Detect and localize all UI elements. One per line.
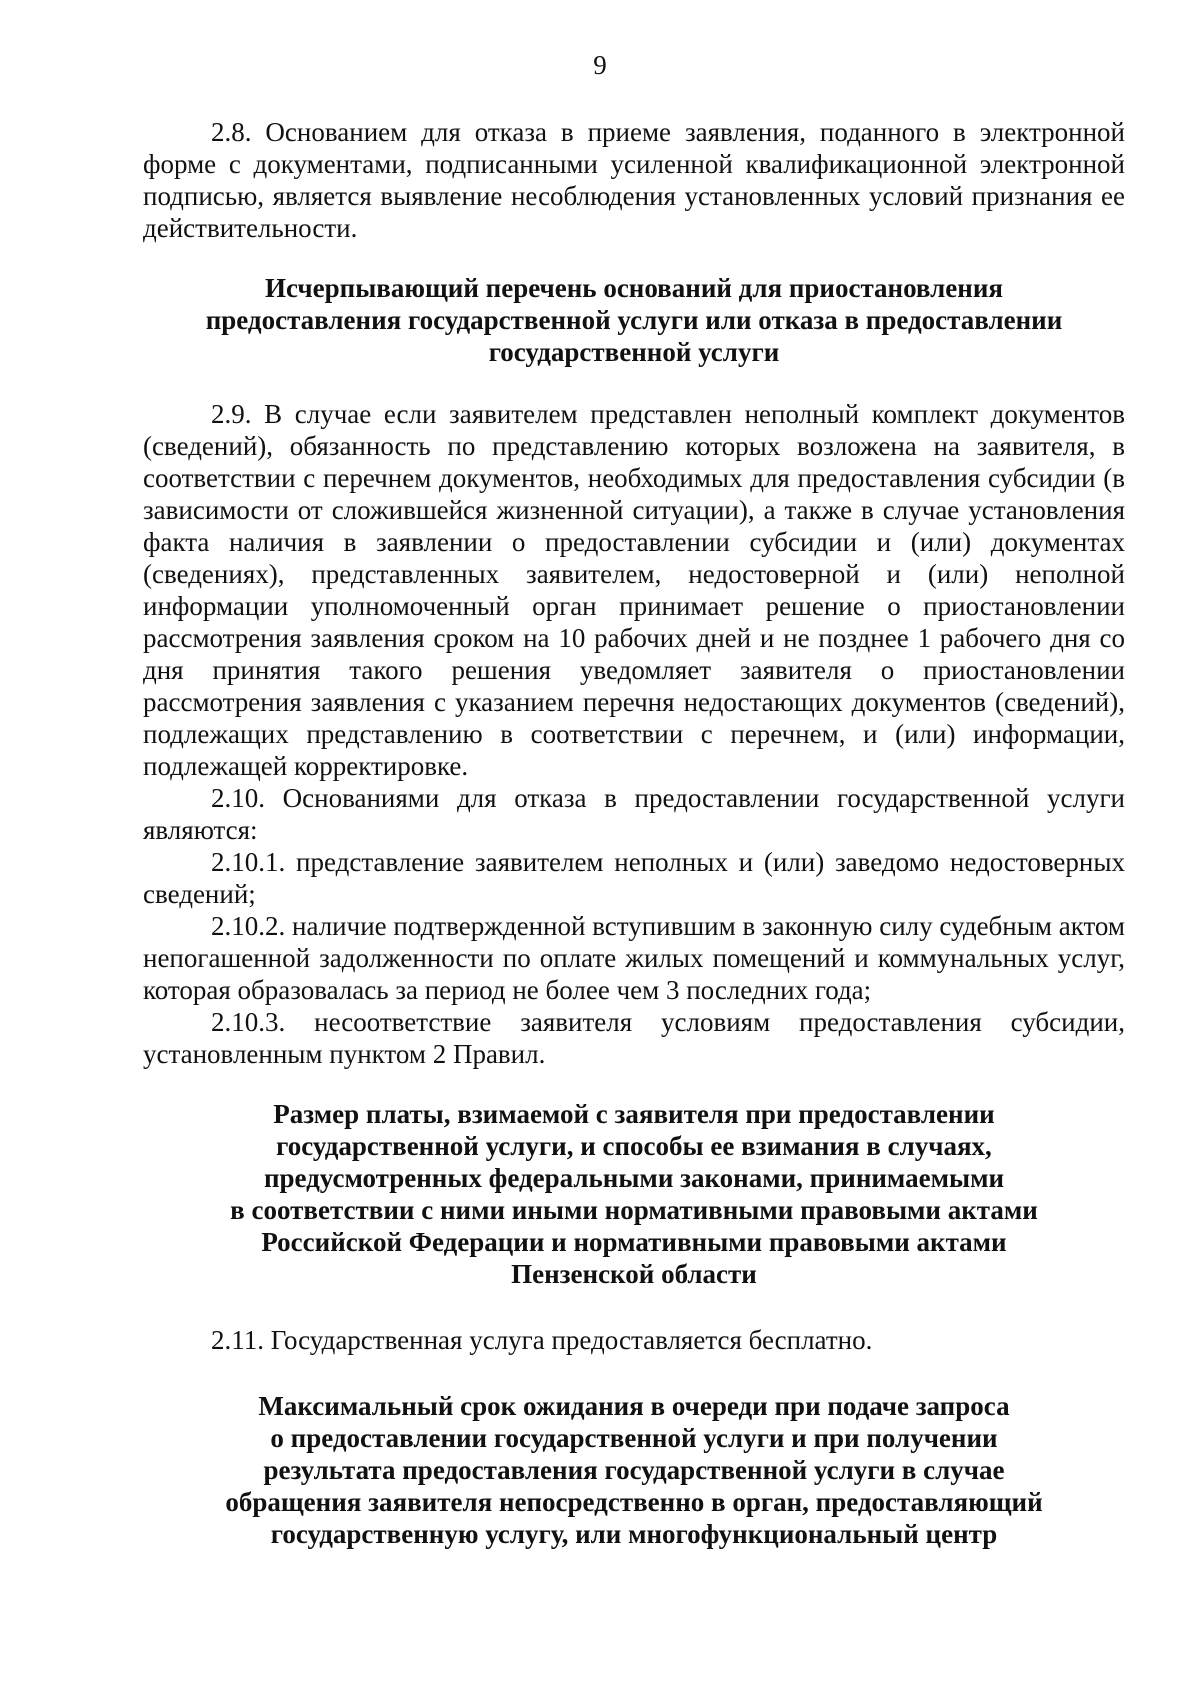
page-number: 9 <box>593 50 607 80</box>
paragraph-2-10-2: 2.10.2. наличие подтвержденной вступившим в законную силу судебным актом непогашенной задолженности по оплате жилых помещений и коммунальных услуг, которая образовалась за период не более чем 3 последних года; <box>143 911 1125 1005</box>
section-heading-fee-amount: Размер платы, взимаемой с заявителя при предоставлении государственной услуги, и способы ее взимания в случаях, предусмотренных федеральными законами, принимаемыми в соответствии с ними иными нормативными правовыми актами Российской Федерации и нормативными правовыми актами Пензенской области <box>230 1099 1038 1289</box>
paragraph-2-10-3: 2.10.3. несоответствие заявителя условиям предоставления субсидии, установленным пунктом 2 Правил. <box>143 1007 1125 1069</box>
paragraph-2-11: 2.11. Государственная услуга предоставляется бесплатно. <box>211 1325 873 1355</box>
paragraph-2-10: 2.10. Основаниями для отказа в предоставлении государственной услуги являются: <box>143 783 1125 845</box>
paragraph-2-8: 2.8. Основанием для отказа в приеме заявления, поданного в электронной форме с документами, подписанными усиленной квалификационной электронной подписью, является выявление несоблюдения установленных условий признания ее действительности. <box>143 117 1125 243</box>
paragraph-2-10-1: 2.10.1. представление заявителем неполных и (или) заведомо недостоверных сведений; <box>143 847 1125 909</box>
document-body <box>143 116 1125 1550</box>
section-heading-max-waiting-time: Максимальный срок ожидания в очереди при подаче запроса о предоставлении государственной услуги и при получении результата предоставления государственной услуги в случае обращения заявителя непосредственно в орган, предоставляющий государственную услугу, или многофункциональный центр <box>225 1391 1043 1549</box>
paragraph-2-9: 2.9. В случае если заявителем представлен неполный комплект документов (сведений), обязанность по представлению которых возложена на заявителя, в соответствии с перечнем документов, необходимых для предоставления субсидии (в зависимости от сложившейся жизненной ситуации), а также в случае установления факта наличия в заявлении о предоставлении субсидии и (или) документах (сведениях), представленных заявителем, недостоверной и (или) неполной информации уполномоченный орган принимает решение о приостановлении рассмотрения заявления сроком на 10 рабочих дней и не позднее 1 рабочего дня со дня принятия такого решения уведомляет заявителя о приостановлении рассмотрения заявления с указанием перечня недостающих документов (сведений), подлежащих представлению в соответствии с перечнем, и (или) информации, подлежащей корректировке. <box>143 399 1125 781</box>
section-heading-grounds-for-suspension: Исчерпывающий перечень оснований для приостановления предоставления государственной услуги или отказа в предоставлении государственной услуги <box>205 273 1063 367</box>
